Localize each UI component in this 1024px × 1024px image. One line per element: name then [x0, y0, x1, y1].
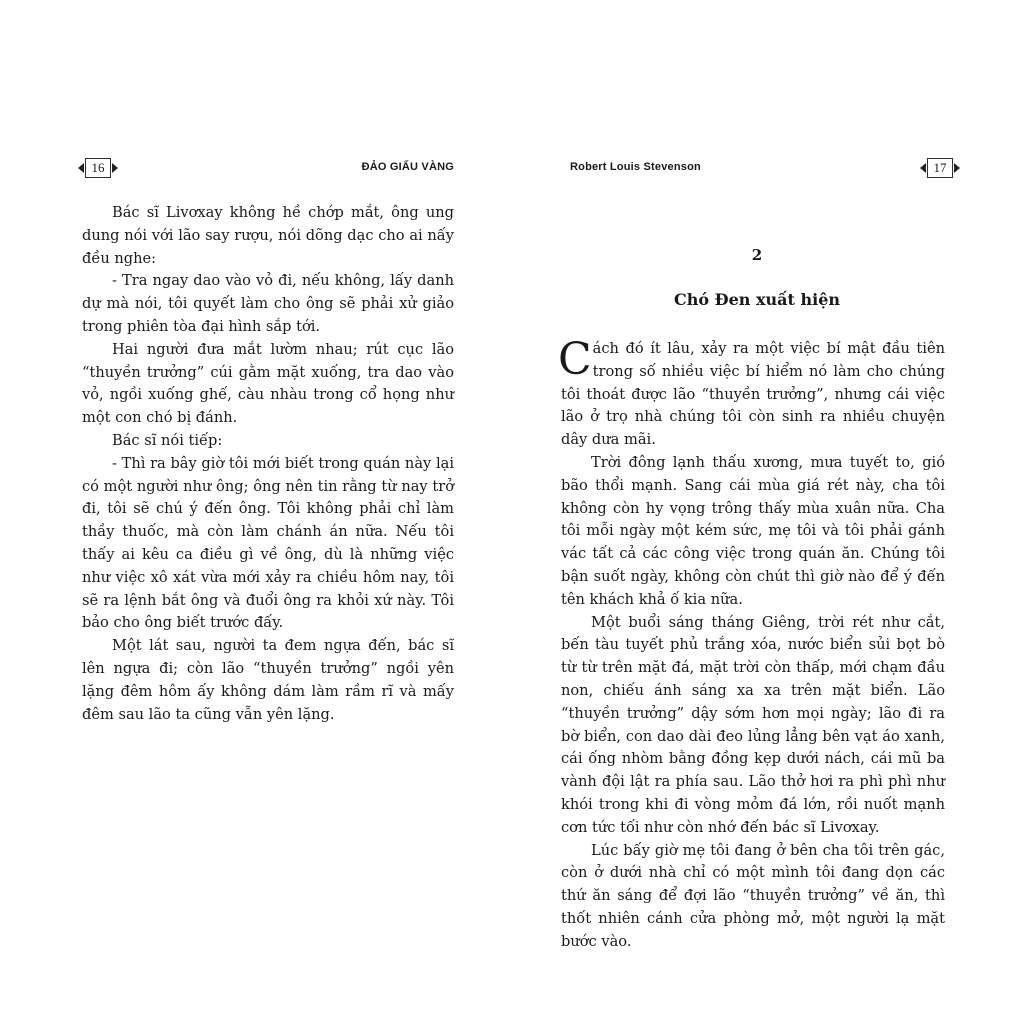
- triangle-left-icon: [78, 163, 84, 173]
- left-page-number-marker: [78, 158, 118, 178]
- paragraph: Bác sĩ nói tiếp:: [112, 431, 223, 449]
- page-number: 17: [927, 158, 953, 178]
- paragraph: - Thì ra bây giờ tôi mới biết trong quán này lại có một người như ông; ông nên tin rằng từ nay trở đi, tôi sẽ chú ý đến ông. Tôi không phải chỉ làm thầy thuốc, mà còn làm chánh án nữa. Nếu tôi thấy ai kêu ca điều gì về ông, dù là những việc như việc xô xát vừa mới xảy ra chiều hôm nay, tôi sẽ ra lệnh bắt ông và đuổi ông ra khỏi xứ này. Tôi bảo cho ông biết trước đấy.: [82, 454, 454, 632]
- opening-paragraph-text: ách đó ít lâu, xảy ra một việc bí mật đầu tiên trong số nhiều việc bí hiểm nó làm cho chúng tôi thoát được lão “thuyền trưởng”, nhưng cái việc lão ở trọ nhà chúng tôi còn sinh ra nhiều chuyện dây dưa mãi.: [561, 340, 945, 449]
- triangle-right-icon: [112, 163, 118, 173]
- chapter-title: Chó Đen xuất hiện: [674, 290, 840, 309]
- right-page: [512, 0, 1024, 1024]
- paragraph: Hai người đưa mắt lườm nhau; rút cục lão “thuyền trưởng” cúi gằm mặt xuống, tra dao vào vỏ, ngồi xuống ghế, càu nhàu trong cổ họng như một con chó bị đánh.: [82, 340, 454, 427]
- chapter-number: 2: [751, 246, 763, 264]
- left-page-body: [82, 202, 454, 726]
- triangle-left-icon: [920, 163, 926, 173]
- opening-paragraph: [558, 334, 945, 452]
- running-author: Robert Louis Stevenson: [570, 161, 701, 173]
- triangle-right-icon: [954, 163, 960, 173]
- right-page-number-marker: [920, 158, 960, 178]
- page-number: 16: [85, 158, 111, 178]
- paragraph: Một lát sau, người ta đem ngựa đến, bác sĩ lên ngựa đi; còn lão “thuyền trưởng” ngồi yên lặng đêm hôm ấy không dám làm rầm rĩ và mấy đêm sau lão ta cũng vẫn yên lặng.: [82, 637, 454, 723]
- left-page-header: [78, 158, 454, 180]
- running-title: ĐẢO GIẤU VÀNG: [361, 161, 454, 173]
- paragraph: - Tra ngay dao vào vỏ đi, nếu không, lấy danh dự mà nói, tôi quyết làm cho ông sẽ phải xử giảo trong phiên tòa đại hình sắp tới.: [82, 272, 454, 335]
- drop-cap: C: [558, 334, 592, 385]
- right-page-header: [570, 158, 960, 180]
- paragraph: Lúc bấy giờ mẹ tôi đang ở bên cha tôi trên gác, còn ở dưới nhà chỉ có một mình tôi đang dọn các thứ ăn sáng để đợi lão “thuyền trưởng” về ăn, thì thốt nhiên cánh cửa phòng mở, một người lạ mặt bước vào.: [561, 841, 945, 950]
- paragraph: Bác sĩ Livơxay không hề chớp mắt, ông ung dung nói với lão say rượu, nói dõng dạc cho ai nấy đều nghe:: [82, 204, 454, 267]
- right-page-body: [558, 334, 945, 954]
- paragraph: Trời đông lạnh thấu xương, mưa tuyết to, gió bão thổi mạnh. Sang cái mùa giá rét này, cha tôi không còn hy vọng trông thấy mùa xuân nữa. Cha tôi mỗi ngày một kém sức, mẹ tôi và tôi phải gánh vác tất cả các công việc trong quán ăn. Chúng tôi bận suốt ngày, không còn chút thì giờ nào để ý đến tên khách khả ố kia nữa.: [561, 453, 945, 608]
- paragraph: Một buổi sáng tháng Giêng, trời rét như cắt, bến tàu tuyết phủ trắng xóa, nước biển sủi bọt bò từ từ trên mặt đá, mặt trời còn thấp, mới chạm đầu non, chiếu ánh sáng xa xa trên mặt biển. Lão “thuyền trưởng” dậy sớm hơn mọi ngày; lão đi ra bờ biển, con dao dài đeo lủng lẳng bên vạt áo xanh, cái ống nhòm bằng đồng kẹp dưới nách, cái mũ ba vành đội lật ra phía sau. Lão thở hơi ra phì phì như khói trong khi đi vòng mỏm đá lớn, rồi nuốt mạnh cơn tức tối như còn nhớ đến bác sĩ Livơxay.: [561, 613, 945, 836]
